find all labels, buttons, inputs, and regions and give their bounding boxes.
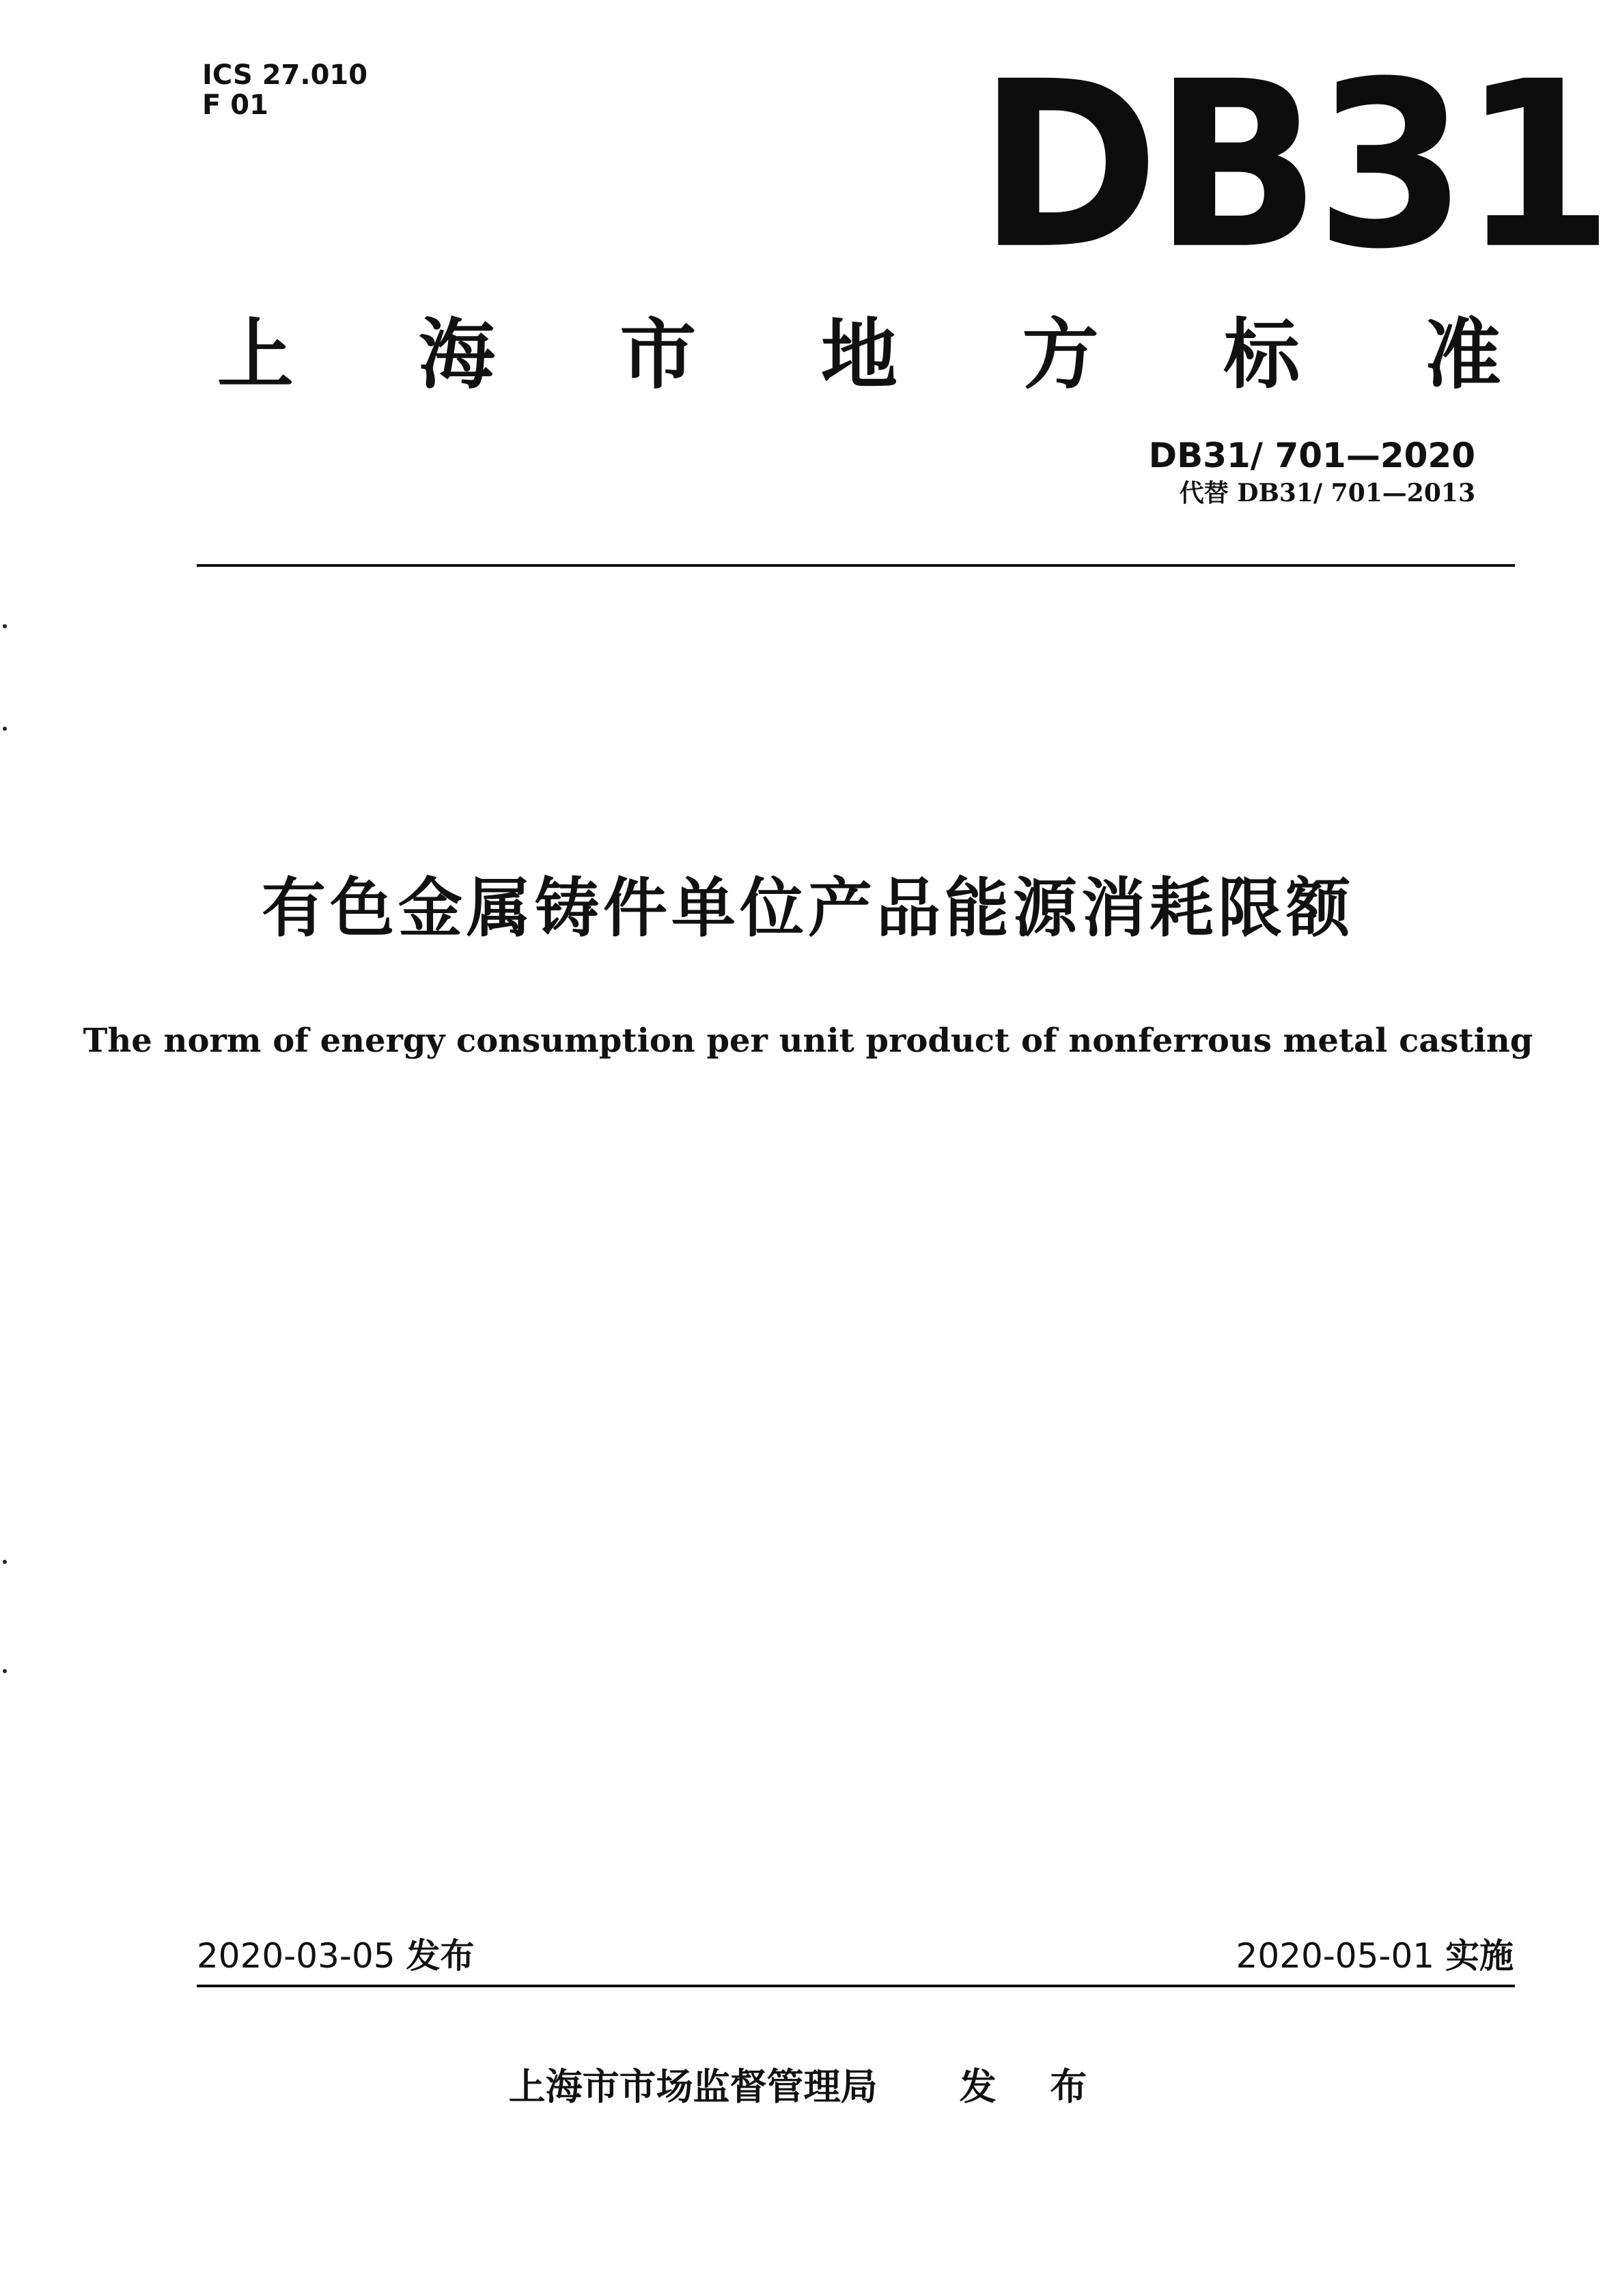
implement-label: 实施 — [1445, 1936, 1514, 1976]
heading-char: 市 — [619, 310, 697, 400]
heading-char: 方 — [1022, 310, 1099, 400]
scan-speck — [3, 1560, 7, 1564]
heading-char: 地 — [820, 310, 897, 400]
classification-block — [202, 60, 367, 120]
heading-char: 上 — [217, 310, 294, 400]
top-divider — [197, 564, 1515, 567]
issuer-label: 发 布 — [959, 2065, 1108, 2108]
standard-type-heading — [217, 300, 1501, 400]
db31-logo: DB31 — [978, 32, 1608, 300]
ccs-code: F 01 — [202, 89, 268, 121]
issuer-name: 上海市市场监督管理局 — [508, 2065, 878, 2108]
scan-speck — [3, 727, 7, 731]
heading-char: 海 — [418, 310, 495, 400]
ics-code: ICS 27.010 — [202, 59, 368, 91]
replaces-standard: 代替 DB31/ 701—2013 — [1179, 479, 1475, 507]
standard-number: DB31/ 701—2020 — [1148, 436, 1475, 475]
issuer-line — [0, 2065, 1616, 2109]
scan-speck — [3, 1669, 7, 1673]
english-title: The norm of energy consumption per unit product of nonferrous metal casting — [83, 1022, 1533, 1060]
implement-date: 2020-05-01 — [1236, 1936, 1435, 1976]
implement-date-line — [1236, 1937, 1514, 1975]
publish-date-line — [197, 1937, 474, 1975]
heading-char: 标 — [1223, 310, 1300, 400]
bottom-divider — [197, 1985, 1515, 1987]
chinese-title: 有色金属铸件单位产品能源消耗限额 — [261, 871, 1354, 946]
scan-speck — [3, 624, 7, 628]
publish-label: 发布 — [406, 1936, 475, 1976]
publish-date: 2020-03-05 — [197, 1936, 395, 1976]
heading-char: 准 — [1424, 310, 1501, 400]
